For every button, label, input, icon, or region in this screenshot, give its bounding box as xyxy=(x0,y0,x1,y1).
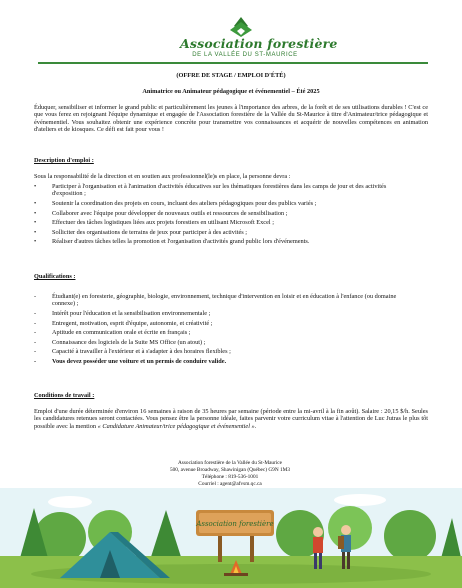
hiker-icon xyxy=(313,527,323,537)
application-mention: « Candidature Animateur/trice pédagogique et événementiel ». xyxy=(97,422,257,430)
list-item: - Entregent, motivation, esprit d'équipe, autonomie, et créativité ; xyxy=(34,319,213,327)
org-name: Association forestière xyxy=(180,36,338,51)
header-divider xyxy=(38,62,428,64)
camp-illustration xyxy=(0,488,462,588)
conditions-heading: Conditions de travail : xyxy=(34,392,95,399)
list-item: • Collaborer avec l'équipe pour développer de nouveaux outils et ressources de sensibilisation ; xyxy=(34,209,288,217)
org-subtitle: DE LA VALLÉE DU ST-MAURICE xyxy=(192,52,298,58)
job-title: Animatrice ou Animateur pédagogique et événementiel – Été 2025 xyxy=(142,88,320,95)
footer-contact xyxy=(120,460,340,488)
qualifications-list xyxy=(34,293,414,368)
list-item: - Étudiant(e) en foresterie, géographie, biologie, environnement, technique d'intervention en loisir et en éducation à l'enfance (ou domaine connexe) ; xyxy=(34,293,397,308)
description-lead: Sous la responsabilité de la direction et en soutien aux professionnel(le)s en place, la personne devra : xyxy=(34,173,291,180)
leaf-logo-icon xyxy=(228,16,254,38)
offer-type: (OFFRE DE STAGE / EMPLOI D'ÉTÉ) xyxy=(176,72,286,79)
list-item: - Aptitude en communication orale et écrite en français ; xyxy=(34,329,191,337)
conditions-paragraph: Emploi d'une durée déterminée d'environ 16 semaines à raison de 35 heures par semaine (période entre la mi-avril à la fin août). Salaire : 20,15 $/h. Seules les candidatures retenues seront contactées. Vous pensez être la personne idéale, faites parvenir votre curriculum vitae à l'attention de Luc Jutras le plus tôt possible avec la mention « Candidature Animateur/trice pédagogique et événementiel ». xyxy=(34,408,428,430)
list-item: • Effectuer des tâches logistiques liées aux projets forestiers en utilisant Microsoft Excel ; xyxy=(34,219,274,227)
footer-org: Association forestière de la Vallée du St-Maurice xyxy=(177,460,283,466)
footer-address: 500, avenue Broadway, Shawinigan (Québec) G9N 1M3 xyxy=(170,467,290,473)
list-item: - Capacité à travailler à l'extérieur et à s'adapter à des horaires flexibles ; xyxy=(34,348,231,356)
footer-phone: Téléphone : 819-536-1001 xyxy=(201,474,259,480)
qualifications-heading: Qualifications : xyxy=(34,273,76,280)
description-heading: Description d'emploi : xyxy=(34,157,94,164)
list-item: • Réaliser d'autres tâches telles la promotion et l'organisation d'activités grand public lors d'événements. xyxy=(34,238,310,246)
list-item: - Connaissance des logiciels de la Suite MS Office (un atout) ; xyxy=(34,338,206,346)
list-item: • Soutenir la coordination des projets en cours, incluant des ateliers pédagogiques pour des publics variés ; xyxy=(34,200,317,207)
list-item: - Vous devez posséder une voiture et un permis de conduire valide. xyxy=(34,357,227,365)
sign-text: Association forestière xyxy=(196,520,274,528)
list-item: • Participer à l'organisation et à l'animation d'activités éducatives sur les thématiques forestières dans les camps de jour et des activités d'exposition ; xyxy=(34,183,387,198)
intro-paragraph: Éduquer, sensibiliser et informer le grand public et particulièrement les jeunes à l'importance des arbres, de la forêt et de ses utilisations durables ! C'est ce que vous ferez en rejoignant l'équipe dynamique et engagée de l'Association forestière de la Vallée du St-Maurice à titre d'Animateur/trice pédagogique et événementiel. Vous souhaitez obtenir une expérience concrète pour transmettre vos connaissances et acquérir de nouvelles compétences en animation d'ateliers et de kiosques. Ce défi est fait pour vous ! xyxy=(34,104,428,134)
footer-email: Courriel : agent@afvsm.qc.ca xyxy=(198,481,262,487)
list-item: - Intérêt pour l'éducation et la sensibilisation environnementale ; xyxy=(34,310,211,317)
list-item: • Solliciter des organisations de terrains de jeux pour participer à des activités ; xyxy=(34,228,248,236)
description-list xyxy=(34,183,414,248)
org-logo xyxy=(180,16,338,60)
hiker-icon xyxy=(341,525,351,535)
